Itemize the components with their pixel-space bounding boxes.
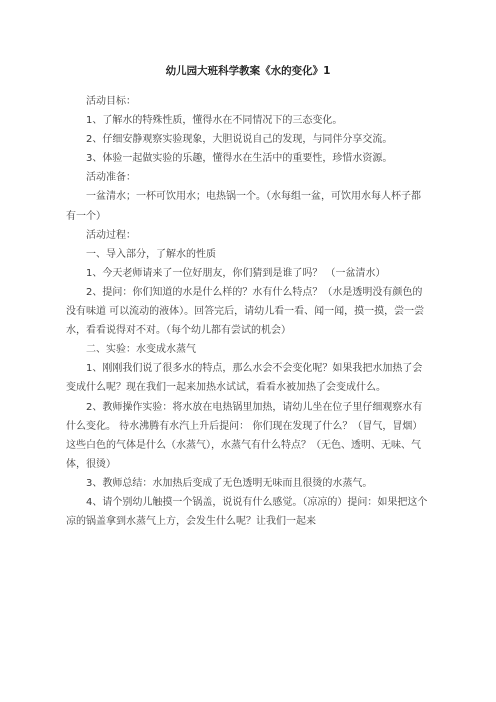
section-heading-preparation: 活动准备： [86, 172, 136, 184]
process-step-1-1: 1、今天老师请来了一位好朋友，你们猜到是谁了吗？ （一盆清水） [86, 267, 386, 279]
document-title: 幼儿园大班科学教案《水的变化》1 [165, 65, 331, 77]
objective-item-1: 1、了解水的特殊性质，懂得水在不同情况下的三态变化。 [86, 115, 343, 127]
section-heading-process: 活动过程： [86, 229, 136, 241]
process-step-2-2: 2、教师操作实验：将水放在电热锅里加热，请幼儿坐在位子里仔细观察水有什么变化。 待水沸腾有水汽上升后提问： 你们现在发现了什么？（冒气，冒烟） 这些白色的气体是什么（水蒸气），水蒸气有什么特点？（无色、透明、无味、气体，很烫） [66, 401, 423, 470]
process-part-1-heading: 一、导入部分，了解水的性质 [86, 248, 216, 260]
preparation-text: 一盆清水；一杯可饮用水；电热锅一个。（水每组一盆，可饮用水每人杯子都有一个） [66, 191, 421, 222]
process-part-2-heading: 二、实验：水变成水蒸气 [86, 344, 196, 356]
process-step-2-4: 4、请个别幼儿触摸一个锅盖，说说有什么感觉。（凉凉的）提问：如果把这个凉的锅盖拿到水蒸气上方，会发生什么呢？让我们一起来 [66, 496, 428, 528]
document-body [66, 92, 430, 531]
process-step-1-2: 2、提问：你们知道的水是什么样的？水有什么特点？（水是透明没有颜色的 没有味道 可以流动的液体）。回答完后，请幼儿看一看、闻一闻，摸一摸，尝一尝水，看看说得对不对。（每个幼儿都有尝试的机会） [66, 286, 425, 337]
process-step-2-3: 3、教师总结：水加热后变成了无色透明无味而且很烫的水蒸气。 [86, 477, 373, 489]
objective-item-2: 2、仔细安静观察实验现象，大胆说说自己的发现，与同伴分享交流。 [86, 134, 393, 146]
section-heading-objectives: 活动目标： [86, 96, 136, 107]
process-step-2-1: 1、刚刚我们说了很多水的特点，那么水会不会变化呢？如果我把水加热了会变成什么呢？现在我们一起来加热水试试，看看水被加热了会变成什么。 [66, 363, 423, 394]
objective-item-3: 3、体验一起做实验的乐趣，懂得水在生活中的重要性，珍惜水资源。 [86, 153, 393, 165]
